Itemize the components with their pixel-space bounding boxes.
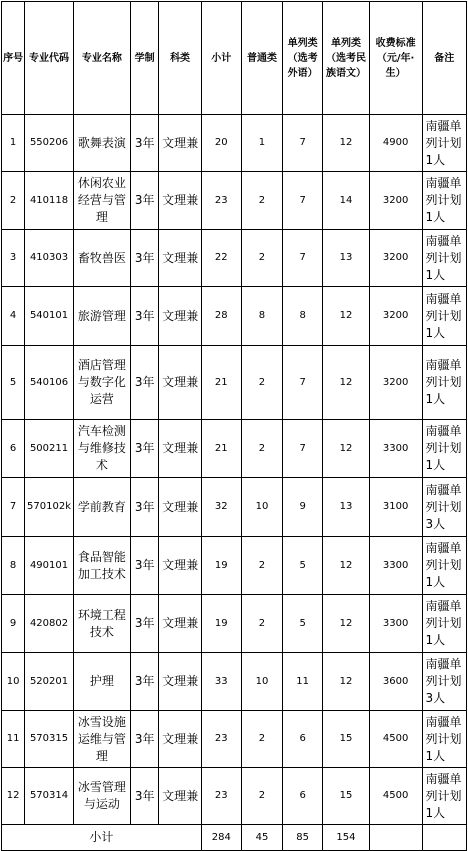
cell-fee: 4500 xyxy=(369,711,422,768)
cell-name: 冰雪管理与运动 xyxy=(73,768,130,825)
cell-single-minority: 12 xyxy=(323,595,369,653)
cell-note: 南疆单列计划1人 xyxy=(422,230,466,287)
total-row xyxy=(2,825,467,851)
cell-subtotal: 19 xyxy=(201,595,241,653)
cell-duration: 3年 xyxy=(130,653,159,711)
cell-subject: 文理兼 xyxy=(159,653,201,711)
cell-seq: 5 xyxy=(2,346,25,420)
cell-code: 540106 xyxy=(25,346,74,420)
cell-subtotal: 33 xyxy=(201,653,241,711)
cell-subject: 文理兼 xyxy=(159,115,201,172)
cell-general: 2 xyxy=(241,711,282,768)
total-general: 45 xyxy=(241,825,282,851)
cell-single-minority: 12 xyxy=(323,537,369,595)
enrollment-plan-table xyxy=(1,1,467,851)
cell-fee: 3200 xyxy=(369,172,422,230)
cell-seq: 7 xyxy=(2,478,25,537)
cell-name: 环境工程技术 xyxy=(73,595,130,653)
cell-note: 南疆单列计划1人 xyxy=(422,287,466,346)
cell-name: 学前教育 xyxy=(73,478,130,537)
table-row xyxy=(2,230,467,287)
cell-single-foreign: 7 xyxy=(283,346,323,420)
table-header-row xyxy=(2,2,467,115)
cell-code: 410118 xyxy=(25,172,74,230)
cell-seq: 2 xyxy=(2,172,25,230)
header-single-foreign: 单列类（选考外语） xyxy=(283,2,323,115)
cell-code: 570314 xyxy=(25,768,74,825)
cell-name: 冰雪设施运维与管理 xyxy=(73,711,130,768)
cell-note: 南疆单列计划1人 xyxy=(422,172,466,230)
total-subtotal: 284 xyxy=(201,825,241,851)
cell-single-foreign: 7 xyxy=(283,420,323,478)
cell-code: 540101 xyxy=(25,287,74,346)
cell-duration: 3年 xyxy=(130,230,159,287)
cell-subtotal: 23 xyxy=(201,711,241,768)
cell-seq: 3 xyxy=(2,230,25,287)
cell-fee: 3600 xyxy=(369,653,422,711)
cell-subtotal: 28 xyxy=(201,287,241,346)
cell-code: 570102k xyxy=(25,478,74,537)
cell-duration: 3年 xyxy=(130,287,159,346)
cell-single-minority: 12 xyxy=(323,346,369,420)
cell-subtotal: 23 xyxy=(201,768,241,825)
cell-single-minority: 12 xyxy=(323,115,369,172)
cell-subject: 文理兼 xyxy=(159,711,201,768)
header-general: 普通类 xyxy=(241,2,282,115)
cell-subject: 文理兼 xyxy=(159,287,201,346)
cell-subtotal: 22 xyxy=(201,230,241,287)
cell-name: 畜牧兽医 xyxy=(73,230,130,287)
table-row xyxy=(2,420,467,478)
table-row xyxy=(2,478,467,537)
cell-single-minority: 12 xyxy=(323,287,369,346)
total-fee xyxy=(369,825,422,851)
cell-duration: 3年 xyxy=(130,478,159,537)
cell-code: 490101 xyxy=(25,537,74,595)
cell-subtotal: 20 xyxy=(201,115,241,172)
cell-fee: 3200 xyxy=(369,346,422,420)
cell-subject: 文理兼 xyxy=(159,768,201,825)
cell-single-foreign: 9 xyxy=(283,478,323,537)
cell-general: 2 xyxy=(241,537,282,595)
total-single-foreign: 85 xyxy=(283,825,323,851)
cell-subject: 文理兼 xyxy=(159,172,201,230)
cell-subtotal: 32 xyxy=(201,478,241,537)
cell-code: 520201 xyxy=(25,653,74,711)
header-note: 备注 xyxy=(422,2,466,115)
cell-name: 食品智能加工技术 xyxy=(73,537,130,595)
table-body xyxy=(2,115,467,825)
cell-subtotal: 19 xyxy=(201,537,241,595)
cell-seq: 6 xyxy=(2,420,25,478)
cell-single-minority: 12 xyxy=(323,420,369,478)
cell-general: 2 xyxy=(241,172,282,230)
cell-code: 420802 xyxy=(25,595,74,653)
table-row xyxy=(2,595,467,653)
cell-fee: 3200 xyxy=(369,230,422,287)
table-row xyxy=(2,287,467,346)
cell-subtotal: 21 xyxy=(201,346,241,420)
cell-seq: 9 xyxy=(2,595,25,653)
cell-general: 2 xyxy=(241,230,282,287)
cell-fee: 3300 xyxy=(369,595,422,653)
cell-note: 南疆单列计划1人 xyxy=(422,768,466,825)
cell-single-foreign: 11 xyxy=(283,653,323,711)
table-row xyxy=(2,711,467,768)
cell-duration: 3年 xyxy=(130,711,159,768)
cell-seq: 10 xyxy=(2,653,25,711)
total-note xyxy=(422,825,466,851)
header-subject: 科类 xyxy=(159,2,201,115)
cell-general: 2 xyxy=(241,768,282,825)
cell-code: 500211 xyxy=(25,420,74,478)
table-row xyxy=(2,537,467,595)
cell-general: 8 xyxy=(241,287,282,346)
cell-note: 南疆单列计划1人 xyxy=(422,115,466,172)
table-row xyxy=(2,768,467,825)
cell-general: 2 xyxy=(241,595,282,653)
cell-duration: 3年 xyxy=(130,420,159,478)
table-row xyxy=(2,172,467,230)
cell-code: 570315 xyxy=(25,711,74,768)
cell-seq: 12 xyxy=(2,768,25,825)
cell-seq: 4 xyxy=(2,287,25,346)
cell-code: 410303 xyxy=(25,230,74,287)
cell-general: 1 xyxy=(241,115,282,172)
cell-single-minority: 13 xyxy=(323,230,369,287)
table-row xyxy=(2,115,467,172)
cell-seq: 1 xyxy=(2,115,25,172)
cell-fee: 3200 xyxy=(369,287,422,346)
cell-duration: 3年 xyxy=(130,595,159,653)
cell-subject: 文理兼 xyxy=(159,537,201,595)
cell-single-minority: 12 xyxy=(323,653,369,711)
cell-subject: 文理兼 xyxy=(159,595,201,653)
cell-duration: 3年 xyxy=(130,346,159,420)
cell-name: 旅游管理 xyxy=(73,287,130,346)
cell-duration: 3年 xyxy=(130,172,159,230)
table-row xyxy=(2,653,467,711)
cell-single-minority: 14 xyxy=(323,172,369,230)
header-seq: 序号 xyxy=(2,2,25,115)
cell-general: 10 xyxy=(241,478,282,537)
cell-subject: 文理兼 xyxy=(159,420,201,478)
cell-general: 10 xyxy=(241,653,282,711)
header-code: 专业代码 xyxy=(25,2,74,115)
cell-single-foreign: 6 xyxy=(283,768,323,825)
cell-single-minority: 15 xyxy=(323,711,369,768)
cell-fee: 3300 xyxy=(369,420,422,478)
cell-subtotal: 21 xyxy=(201,420,241,478)
cell-single-foreign: 5 xyxy=(283,537,323,595)
cell-note: 南疆单列计划1人 xyxy=(422,537,466,595)
cell-single-foreign: 7 xyxy=(283,172,323,230)
cell-subtotal: 23 xyxy=(201,172,241,230)
cell-single-foreign: 5 xyxy=(283,595,323,653)
cell-note: 南疆单列计划3人 xyxy=(422,478,466,537)
header-fee: 收费标准（元/年·生） xyxy=(369,2,422,115)
cell-note: 南疆单列计划1人 xyxy=(422,420,466,478)
cell-single-foreign: 6 xyxy=(283,711,323,768)
cell-fee: 4900 xyxy=(369,115,422,172)
cell-single-foreign: 7 xyxy=(283,230,323,287)
cell-fee: 4500 xyxy=(369,768,422,825)
header-name: 专业名称 xyxy=(73,2,130,115)
cell-note: 南疆单列计划1人 xyxy=(422,595,466,653)
cell-subject: 文理兼 xyxy=(159,346,201,420)
cell-name: 酒店管理与数字化运营 xyxy=(73,346,130,420)
cell-single-minority: 13 xyxy=(323,478,369,537)
cell-seq: 8 xyxy=(2,537,25,595)
cell-note: 南疆单列计划1人 xyxy=(422,711,466,768)
cell-name: 汽车检测与维修技术 xyxy=(73,420,130,478)
cell-seq: 11 xyxy=(2,711,25,768)
table-row xyxy=(2,346,467,420)
cell-duration: 3年 xyxy=(130,768,159,825)
cell-fee: 3100 xyxy=(369,478,422,537)
cell-single-foreign: 7 xyxy=(283,115,323,172)
cell-name: 歌舞表演 xyxy=(73,115,130,172)
cell-note: 南疆单列计划3人 xyxy=(422,653,466,711)
cell-name: 休闲农业经营与管理 xyxy=(73,172,130,230)
cell-single-foreign: 8 xyxy=(283,287,323,346)
cell-code: 550206 xyxy=(25,115,74,172)
total-single-minority: 154 xyxy=(323,825,369,851)
cell-fee: 3300 xyxy=(369,537,422,595)
header-duration: 学制 xyxy=(130,2,159,115)
cell-duration: 3年 xyxy=(130,537,159,595)
cell-general: 2 xyxy=(241,420,282,478)
header-single-minority: 单列类（选考民族语文） xyxy=(323,2,369,115)
cell-duration: 3年 xyxy=(130,115,159,172)
cell-general: 2 xyxy=(241,346,282,420)
cell-subject: 文理兼 xyxy=(159,230,201,287)
cell-note: 南疆单列计划1人 xyxy=(422,346,466,420)
cell-subject: 文理兼 xyxy=(159,478,201,537)
header-subtotal: 小计 xyxy=(201,2,241,115)
cell-single-minority: 15 xyxy=(323,768,369,825)
total-label: 小计 xyxy=(2,825,202,851)
cell-name: 护理 xyxy=(73,653,130,711)
